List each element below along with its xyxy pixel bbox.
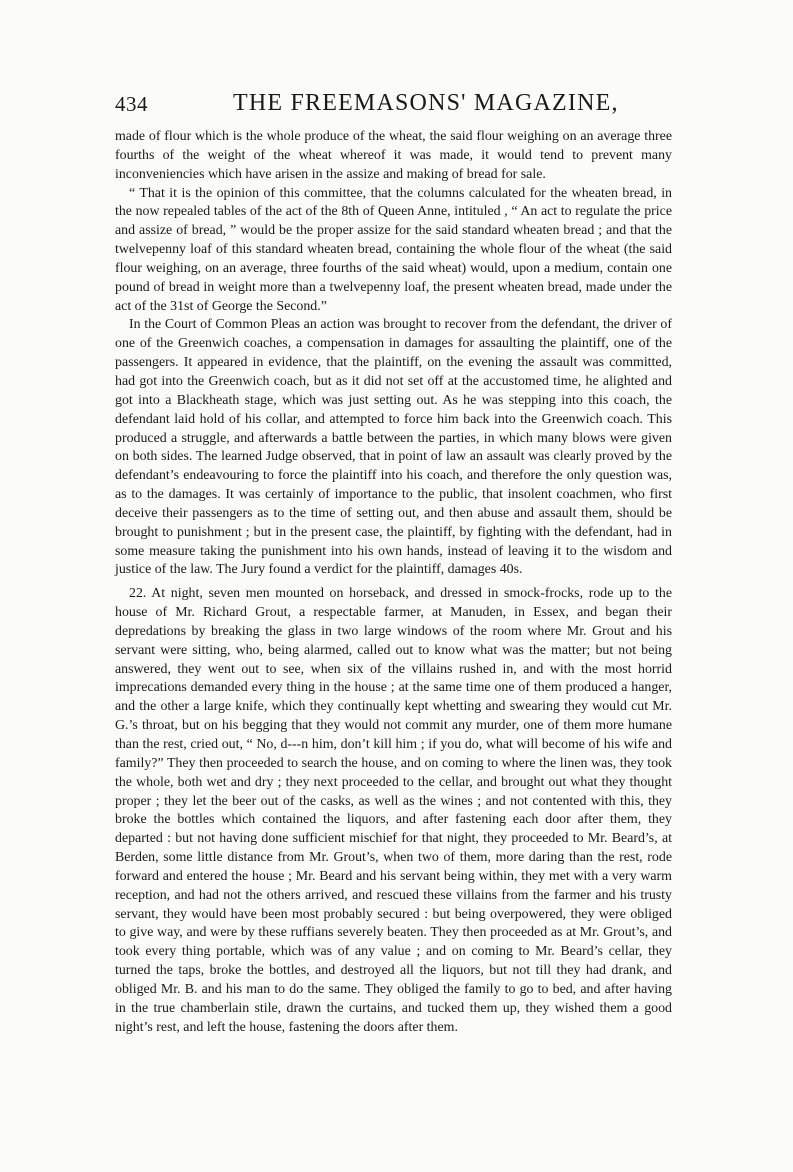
journal-title: THE FREEMASONS' MAGAZINE,	[233, 90, 619, 116]
running-head	[115, 92, 685, 122]
article-body	[115, 128, 672, 1038]
page-number: 434	[115, 92, 148, 116]
paragraph-assize-continuation: made of flour which is the whole produce of the wheat, the said flour weighing on an average three fourths of the weight of the wheat whereof it was made, it would tend to prevent many inconveniencies which have arisen in the assize and making of bread for sale.	[115, 129, 672, 182]
paragraph-common-pleas: In the Court of Common Pleas an action was brought to recover from the defendant, the driver of one of the Greenwich coaches, a compensation in damages for assaulting the plaintiff, one of the passengers. It appeared in evidence, that the plaintiff, on the evening the assault was committed, had got into the Greenwich coach, but as it did not set off at the accustomed time, he alighted and got into a Blackheath stage, which was just setting out. As he was stepping into this coach, the defendant laid hold of his collar, and attempted to force him back into the Greenwich coach. This produced a struggle, and afterwards a battle between the parties, in which many blows were given on both sides. The learned Judge observed, that in point of law an assault was clearly proved by the defendant’s endeavouring to force the plaintiff into his coach, and therefore the only question was, as to the damages. It was certainly of importance to the public, that insolent coachmen, who first deceive their passengers as to the time of setting out, and then abuse and assault them, should be brought to punishment ; but in the present case, the plaintiff, by fighting with the defendant, had in some measure taking the punishment into his own hands, instead of leaving it to the wisdom and justice of the law. The Jury found a verdict for the plaintiff, damages 40s.	[115, 317, 672, 578]
paragraph-committee-opinion: “ That it is the opinion of this committee, that the columns calculated for the wheaten bread, in the now repealed tables of the act of the 8th of Queen Anne, intituled , “ An act to regulate the price and assize of bread, ” would be the proper assize for the said standard wheaten bread ; and that the twelvepenny loaf of this standard wheaten bread, containing the whole flour of the wheat (the said flour weighing, on an average, three fourths of the said wheat) would, upon a medium, contain one pound of bread in weight more than a twelvepenny loaf, the present wheaten bread, made under the act of the 31st of George the Second.”	[115, 185, 672, 314]
paragraph-robbery-entry: 22. At night, seven men mounted on horseback, and dressed in smock-frocks, rode up to the house of Mr. Richard Grout, a respectable farmer, at Manuden, in Essex, and began their depredations by breaking the glass in two large windows of the room where Mr. Grout and his servant were sitting, who, being alarmed, called out to know what was the matter; but not being answered, they went out to see, when six of the villains rushed in, and with the most horrid imprecations demanded every thing in the house ; at the same time one of them produced a hanger, and the other a large knife, which they continually kept whetting and swearing they would cut Mr. G.’s throat, but on his begging that they would not commit any murder, one of them more humane than the rest, cried out, “ No, d---n him, don’t kill him ; if you do, what will become of his wife and family?” They then proceeded to search the house, and on coming to where the linen was, they took the whole, both wet and dry ; they next proceeded to the cellar, and brought out what they thought proper ; they let the beer out of the casks, as well as the wines ; and not contented with this, they broke the bottles which contained the liquors, and after fastening each door after them, they departed : but not having done sufficient mischief for that night, they proceeded to Mr. Beard’s, at Berden, some little distance from Mr. Grout’s, when two of them, more daring than the rest, rode forward and entered the house ; Mr. Beard and his servant being within, they met with a very warm reception, and had not the others arrived, and rescued these villains from the farmer and his trusty servant, they would have been most probably secured : but being overpowered, they were obliged to give way, and were by these ruffians severely beaten. They then proceeded as at Mr. Grout’s, and took every thing portable, which was of any value ; and on coming to Mr. Beard’s cellar, they turned the taps, broke the bottles, and destroyed all the liquors, but not till they had drank, and obliged Mr. B. and his man to do the same. They obliged the family to go to bed, and after having in the true chamberlain stile, drawn the curtains, and tucked them up, they wished them a good night’s rest, and left the house, fastening the doors after them.	[115, 586, 672, 1035]
